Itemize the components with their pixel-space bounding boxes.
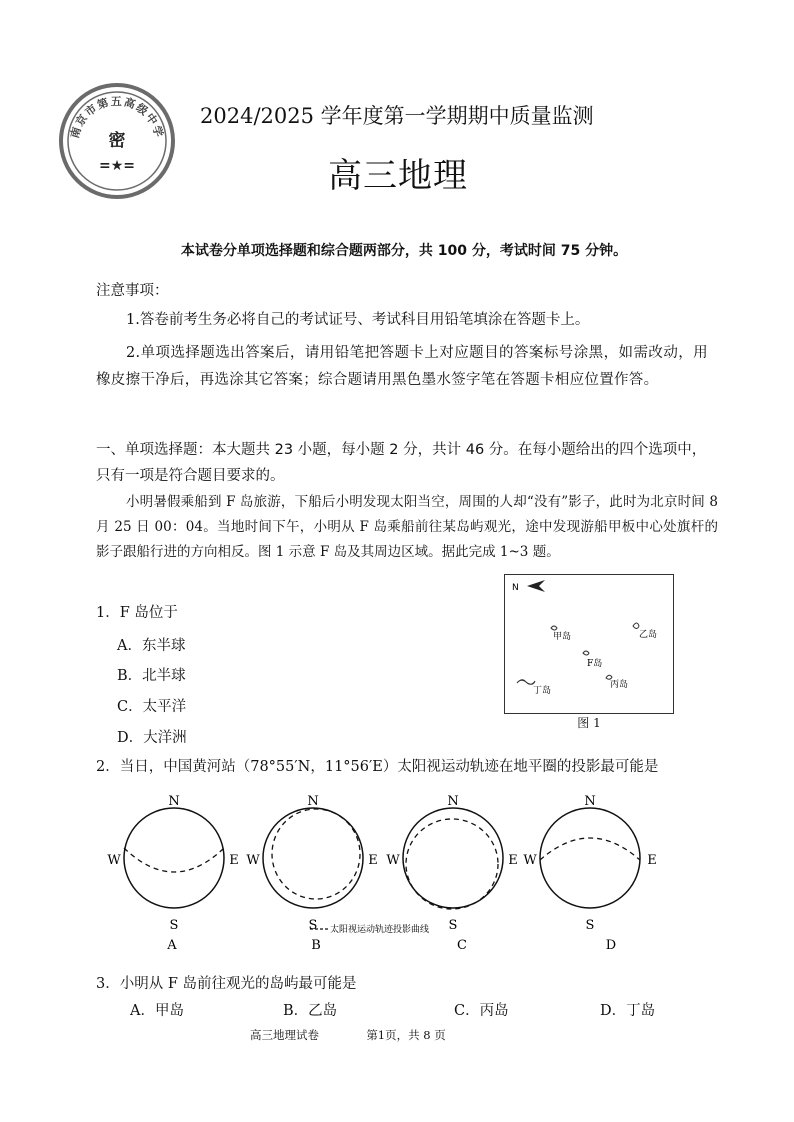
island-yi-label: 乙岛 <box>639 630 658 640</box>
seal-center-text: 密 <box>108 131 126 151</box>
north-label: N <box>512 583 519 593</box>
island-ding-shape <box>517 680 535 685</box>
exam-title: 2024/2025 学年度第一学期期中质量监测 <box>200 104 594 128</box>
diagram-a-w: W <box>107 853 121 868</box>
q3-option-d: D．丁岛 <box>600 1003 656 1019</box>
q3-option-b: B．乙岛 <box>283 1003 338 1019</box>
island-bing-label: 丙岛 <box>610 680 629 690</box>
q2-diagrams <box>100 786 700 956</box>
question-3-stem: 3．小明从 F 岛前往观光的岛屿最可能是 <box>96 976 357 992</box>
diagram-a-s: S <box>169 918 179 933</box>
diagram-legend <box>310 923 429 935</box>
north-arrow-icon <box>527 580 545 592</box>
legend-text: 太阳视运动轨迹投影曲线 <box>330 925 430 935</box>
subject-title: 高三地理 <box>328 156 468 196</box>
diagram-a <box>107 794 238 953</box>
diagram-d <box>523 794 656 953</box>
island-yi-shape <box>633 623 639 629</box>
q1-option-c: C．太平洋 <box>117 699 187 715</box>
section-heading: 一、单项选择题：本大题共 23 小题，每小题 2 分，共计 46 分。在每小题给出的四个选项中，只有一项是符合题目要求的。 <box>96 442 707 484</box>
footer-page: 第1页，共 8 页 <box>366 1028 446 1042</box>
diagram-a-n: N <box>168 794 180 809</box>
island-f-label: F岛 <box>587 659 603 669</box>
notes-heading: 注意事项： <box>96 283 169 299</box>
diagram-d-label: D <box>605 938 617 953</box>
figure-1-caption: 图 1 <box>577 716 601 730</box>
question-2-stem: 2．当日，中国黄河站（78°55′N，11°56′E）太阳视运动轨迹在地平圈的投影最可能是 <box>96 759 659 775</box>
diagram-c-s: S <box>448 918 458 933</box>
island-jia-label: 甲岛 <box>553 632 572 642</box>
diagram-a-e: E <box>229 853 239 868</box>
diagram-a-label: A <box>167 938 177 953</box>
seal-bottom-text: =★= <box>98 158 136 174</box>
footer-left: 高三地理试卷 <box>250 1028 319 1042</box>
island-jia-shape <box>551 626 557 630</box>
diagram-b-label: B <box>311 938 321 953</box>
diagram-b-w: W <box>246 853 260 868</box>
diagram-c-e: E <box>508 853 518 868</box>
island-bing-shape <box>606 675 612 679</box>
island-f-shape <box>583 651 589 655</box>
page-footer <box>250 1027 446 1043</box>
note-item-1: 1.答卷前考生务必将自己的考试证号、考试科目用铅笔填涂在答题卡上。 <box>126 312 590 328</box>
diagram-d-e: E <box>647 853 657 868</box>
diagram-b-s: S <box>308 918 318 933</box>
q3-option-a: A．甲岛 <box>130 1003 184 1019</box>
q3-option-c: C．丙岛 <box>454 1003 509 1019</box>
scenario-text: 小明暑假乘船到 F 岛旅游，下船后小明发现太阳当空，周围的人却“没有”影子，此时为北京时间 8 月 25 日 00：04。当地时间下午，小明从 F 岛乘船前往某岛屿观光，途中发现游船甲板中心处旗杆的影子跟船行进的方向相反。图 1 示意 F 岛及其周边区域。据此完成 1~3 题。 <box>96 494 718 560</box>
diagram-c-w: W <box>386 853 400 868</box>
seal-ring-text: 南京市第五高级中学 <box>68 95 166 140</box>
note-item-2: 2.单项选择题选出答案后，请用铅笔把答题卡上对应题目的答案标号涂黑，如需改动，用橡皮擦干净后，再选涂其它答案；综合题请用黑色墨水签字笔在答题卡相应位置作答。 <box>96 345 708 388</box>
diagram-b-n: N <box>307 794 319 809</box>
diagram-d-w: W <box>523 853 537 868</box>
diagram-d-s: S <box>585 918 595 933</box>
diagram-d-n: N <box>584 794 596 809</box>
q1-option-d: D．大洋洲 <box>117 730 187 746</box>
diagram-c-n: N <box>447 794 459 809</box>
exam-instruction: 本试卷分单项选择题和综合题两部分，共 100 分，考试时间 75 分钟。 <box>180 243 628 259</box>
q1-option-a: A．东半球 <box>117 638 186 654</box>
figure-1-map <box>504 574 674 714</box>
diagram-b-e: E <box>368 853 378 868</box>
question-1-stem: 1．F 岛位于 <box>96 605 178 621</box>
island-ding-label: 丁岛 <box>533 686 552 696</box>
school-seal <box>58 82 176 200</box>
q1-option-b: B．北半球 <box>117 668 186 684</box>
diagram-c-label: C <box>457 938 467 953</box>
